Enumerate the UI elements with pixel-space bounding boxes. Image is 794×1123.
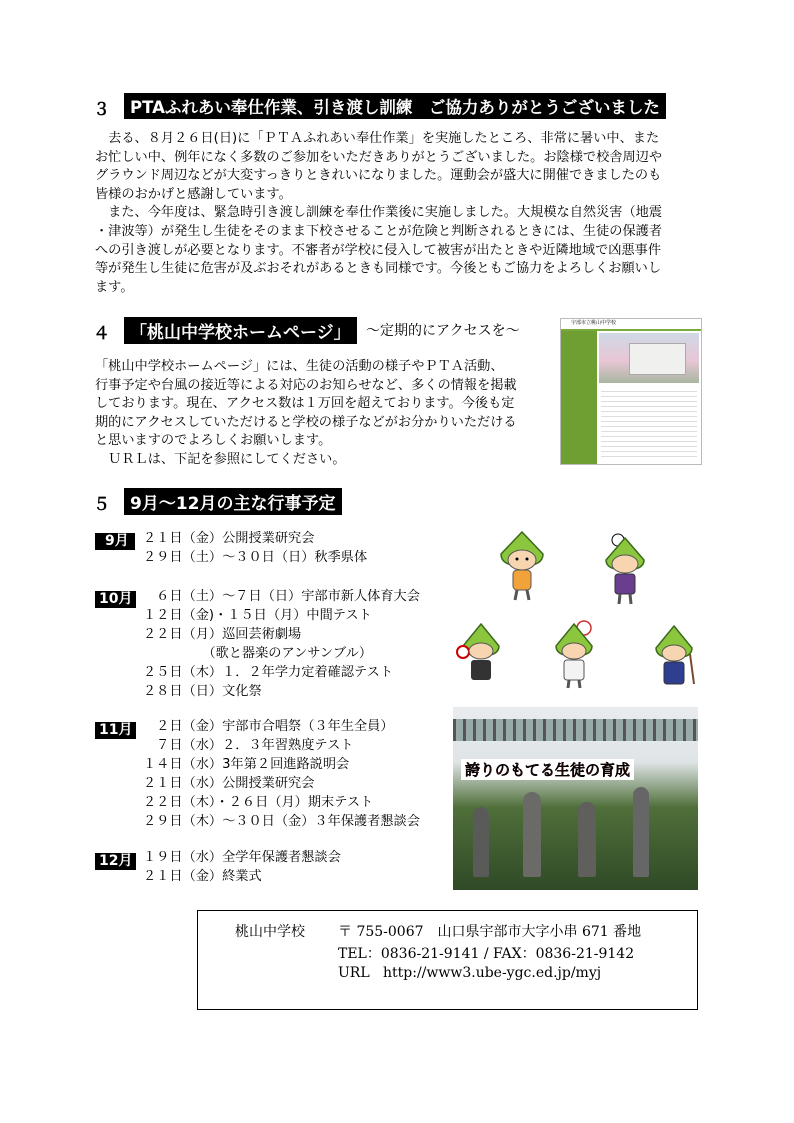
roof-structure xyxy=(453,719,698,741)
event-item: ２９日（木）～３０日（金）３年保護者懇談会 xyxy=(143,814,420,829)
screenshot-content xyxy=(601,387,697,457)
text-line: 皆様のおかげと感謝しています。 xyxy=(95,186,292,202)
section3-number: ３ xyxy=(93,100,110,120)
month-badge-oct xyxy=(95,588,136,608)
school-name: 桃山中学校 xyxy=(235,924,305,940)
screenshot-title: 宇部市立桃山中学校 xyxy=(571,320,617,326)
photo-caption: 誇りのもてる生徒の育成 xyxy=(461,759,634,780)
event-item: ２１日（水）公開授業研究会 xyxy=(143,776,315,791)
text-line: グラウンド周辺などが大変すっきりときれいになりました。運動会が盛大に開催できましたのも xyxy=(95,168,662,184)
event-item: ６日（土）～７日（日）宇部市新人体育大会 xyxy=(143,589,420,604)
contact-box xyxy=(197,910,698,1010)
screenshot-photo xyxy=(599,333,699,383)
school-photo xyxy=(453,707,698,890)
mascot-illustration xyxy=(550,620,600,690)
event-item: ２５日（木）１．２年学力定着確認テスト xyxy=(143,665,394,680)
month-badge-dec xyxy=(95,850,136,870)
event-item: ２２日（月）巡回芸術劇場 xyxy=(143,627,302,642)
mascot-illustration xyxy=(455,622,505,687)
school-address: 〒 755-0067 山口県宇部市大字小串 671 番地 xyxy=(338,924,642,940)
event-item: １４日（水）3年第２回進路説明会 xyxy=(143,757,350,772)
text-line: ・津波等）が発生し生徒をそのまま下校させることが危険と判断されるときには、生徒の保護者 xyxy=(95,223,663,239)
text-line: への引き渡しが必要となります。不審者が学校に侵入して被害が出たときや近隣地域で凶悪事件 xyxy=(95,242,662,258)
text-line: しております。現在、アクセス数は１万回を超えております。今後も定 xyxy=(95,396,515,412)
month-badge-nov xyxy=(95,719,136,739)
month-label: 11月 xyxy=(95,722,136,739)
month-label: 9月 xyxy=(95,533,135,550)
event-item: ２９日（土）～３０日（日）秋季県体 xyxy=(143,550,368,565)
event-item: ２８日（日）文化祭 xyxy=(143,684,262,699)
text-line: また、今年度は、緊急時引き渡し訓練を奉仕作業後に実施しました。大規模な自然災害（地震 xyxy=(95,205,663,221)
section3-body xyxy=(95,130,705,297)
mascot-illustration xyxy=(600,532,650,607)
section4-subtitle: ～定期的にアクセスを～ xyxy=(366,323,520,339)
mascot-illustration xyxy=(650,624,700,692)
text-line: ＵＲＬは、下記を参照にしてください。 xyxy=(95,451,346,467)
schedule-dec xyxy=(143,848,341,886)
text-line: 去る、８月２６日(日)に「ＰＴＡふれあい奉仕作業」を実施したところ、非常に暑い中、また xyxy=(95,131,660,146)
text-line: 期的にアクセスしていただけると学校の様子などがお分かりいただける xyxy=(95,414,517,430)
text-line: 「桃山中学校ホームページ」には、生徒の活動の様子やＰＴＡ活動、 xyxy=(95,359,504,374)
text-line: 等が発生し生徒に危害が及ぶおそれがあるときも同様です。今後ともご協力をよろしくお願いし xyxy=(95,261,662,277)
sculpture-group xyxy=(463,787,688,887)
section4-title: 「桃山中学校ホームページ」 xyxy=(124,317,357,344)
schedule-oct xyxy=(143,587,420,701)
section5-number: ５ xyxy=(93,495,110,515)
section3-title: PTAふれあい奉仕作業、引き渡し訓練 ご協力ありがとうございました xyxy=(124,93,666,119)
screenshot-sidebar xyxy=(561,331,597,464)
month-label: 10月 xyxy=(95,591,136,608)
event-item: ７日（水）２．３年習熟度テスト xyxy=(143,738,354,753)
text-line: 行事予定や台風の接近等による対応のお知らせなど、多くの情報を掲載 xyxy=(95,377,517,393)
mascot-illustration xyxy=(495,528,550,603)
section4-body xyxy=(95,358,555,470)
text-line: と思いますのでよろしくお願いします。 xyxy=(95,433,332,449)
schedule-sep xyxy=(143,529,367,567)
event-item: １９日（水）全学年保護者懇談会 xyxy=(143,850,341,865)
section5-title: 9月～12月の主な行事予定 xyxy=(124,488,342,515)
event-item: ２２日（木）・２６日（月）期末テスト xyxy=(143,795,374,810)
event-item: ２日（金）宇部市合唱祭（３年生全員） xyxy=(143,719,394,734)
text-line: お忙しい中、例年になく多数のご参加をいただきありがとうございました。お陰様で校舎周辺や xyxy=(95,149,663,165)
phone-fax: TEL：0836-21-9141 / FAX：0836-21-9142 xyxy=(338,946,635,962)
screenshot-header xyxy=(561,319,701,331)
event-item: １２日（金)・１５日（月）中間テスト xyxy=(143,608,372,623)
section4-number: ４ xyxy=(93,324,110,344)
schedule-nov xyxy=(143,717,420,831)
url-label: URL xyxy=(338,965,370,981)
event-item: ２１日（金）終業式 xyxy=(143,869,262,884)
school-url[interactable]: http://www3.ube-ygc.ed.jp/myj xyxy=(383,965,602,981)
month-badge-sep xyxy=(95,530,135,550)
section3-heading xyxy=(93,95,110,120)
text-line: ます。 xyxy=(95,279,134,295)
event-item: （歌と器楽のアンサンブル） xyxy=(143,646,373,661)
month-label: 12月 xyxy=(95,853,136,870)
homepage-screenshot xyxy=(560,318,702,465)
event-item: ２１日（金）公開授業研究会 xyxy=(143,531,315,546)
